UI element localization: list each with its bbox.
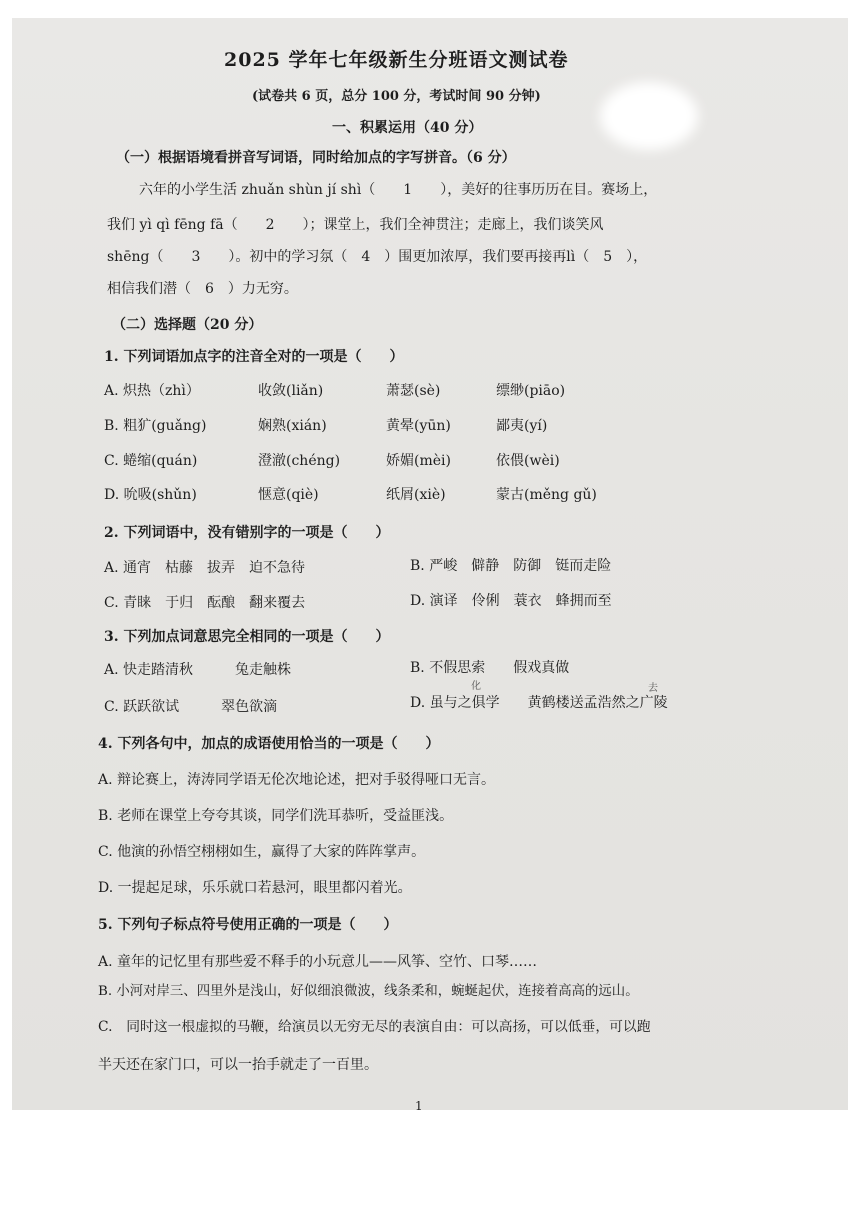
q1-option-b: B. 粗犷(guǎng) — [104, 418, 207, 434]
section-heading: 一、积累运用（40 分） — [332, 120, 483, 136]
q1-option-d-word2: 惬意(qiè) — [258, 487, 319, 503]
q3-option-a: A. 快走踏清秋 兔走触株 — [104, 662, 292, 678]
q1-option-b-word2: 娴熟(xián) — [258, 418, 327, 434]
q4-option-a: A. 辩论赛上，涛涛同学语无伦次地论述，把对手驳得哑口无言。 — [98, 772, 496, 788]
q1-stem: 1. 下列词语加点字的注音全对的一项是（ ） — [104, 349, 404, 365]
page-subtitle: (试卷共 6 页，总分 100 分，考试时间 90 分钟) — [252, 89, 541, 104]
page-title: 2025 学年七年级新生分班语文测试卷 — [224, 49, 569, 71]
q2-option-b: B. 严峻 僻静 防御 铤而走险 — [410, 558, 612, 574]
q1-option-a: A. 炽热（zhì） — [104, 383, 200, 399]
q3-option-d: D. 虽与之俱学 黄鹤楼送孟浩然之广陵 — [410, 695, 668, 711]
q1-option-a-word4: 缥缈(piāo) — [496, 383, 566, 399]
q2-stem: 2. 下列词语中，没有错别字的一项是（ ） — [104, 525, 390, 541]
q5-option-a: A. 童年的记忆里有那些爱不释手的小玩意儿——风筝、空竹、口琴…… — [98, 954, 538, 970]
q5-stem: 5. 下列句子标点符号使用正确的一项是（ ） — [98, 917, 398, 933]
fill-line-4: 相信我们潜（ 6 ）力无穷。 — [107, 281, 298, 297]
q1-option-a-word3: 萧瑟(sè) — [386, 383, 441, 399]
q5-option-c: C. 同时这一根虚拟的马鞭，给演员以无穷无尽的表演自由：可以高扬，可以低垂，可以跑 — [98, 1019, 651, 1035]
q1-option-d-word4: 蒙古(měng gǔ) — [496, 487, 597, 503]
exam-paper-photo — [12, 18, 848, 1110]
q1-option-d-word3: 纸屑(xiè) — [386, 487, 446, 503]
q4-stem: 4. 下列各句中，加点的成语使用恰当的一项是（ ） — [98, 736, 440, 752]
q1-option-c: C. 蜷缩(quán) — [104, 453, 198, 469]
q3-stem: 3. 下列加点词意思完全相同的一项是（ ） — [104, 629, 390, 645]
q1-option-c-word3: 娇媚(mèi) — [386, 453, 451, 469]
handwritten-mark-1: 化 — [471, 681, 481, 692]
q2-option-c: C. 青睐 于归 酝酿 翻来覆去 — [104, 595, 306, 611]
part2-heading: （二）选择题（20 分） — [112, 317, 263, 333]
page-number: 1 — [415, 1099, 423, 1110]
part1-heading: （一）根据语境看拼音写词语，同时给加点的字写拼音。（6 分） — [116, 150, 516, 166]
fill-line-2: 我们 yì qì fēng fā（ 2 ）；课堂上，我们全神贯注；走廊上，我们谈笑风 — [107, 217, 604, 233]
q5-option-c-continued: 半天还在家门口，可以一抬手就走了一百里。 — [98, 1057, 378, 1073]
q2-option-d: D. 演译 伶俐 蓑衣 蜂拥而至 — [410, 593, 612, 609]
fill-line-3: shēng（ 3 ）。初中的学习氛（ 4 ）围更加浓厚，我们要再接再lì（ 5 ）， — [107, 249, 648, 265]
q1-option-d: D. 吮吸(shǔn) — [104, 487, 197, 503]
light-glare — [600, 82, 698, 150]
handwritten-mark-2: 去 — [648, 683, 658, 694]
q2-option-a: A. 通宵 枯藤 拔弄 迫不急待 — [104, 560, 306, 576]
q4-option-d: D. 一提起足球，乐乐就口若悬河，眼里都闪着光。 — [98, 880, 412, 896]
q1-option-b-word3: 黄晕(yūn) — [386, 418, 451, 434]
q1-option-c-word2: 澄澈(chéng) — [258, 453, 341, 469]
q3-option-b: B. 不假思索 假戏真做 — [410, 660, 570, 676]
q5-option-b: B. 小河对岸三、四里外是浅山，好似细浪微波，线条柔和，蜿蜒起伏，连接着高高的远山。 — [98, 984, 639, 999]
q4-option-c: C. 他演的孙悟空栩栩如生，赢得了大家的阵阵掌声。 — [98, 844, 426, 860]
fill-line-1: 六年的小学生活 zhuǎn shùn jí shì（ 1 ），美好的往事历历在目。赛场上， — [139, 182, 658, 198]
q3-option-c: C. 跃跃欲试 翠色欲滴 — [104, 699, 278, 715]
q1-option-a-word2: 收敛(liǎn) — [258, 383, 324, 399]
q4-option-b: B. 老师在课堂上夸夸其谈，同学们洗耳恭听，受益匪浅。 — [98, 808, 454, 824]
q1-option-b-word4: 鄙夷(yí) — [496, 418, 548, 434]
q1-option-c-word4: 依偎(wèi) — [496, 453, 560, 469]
